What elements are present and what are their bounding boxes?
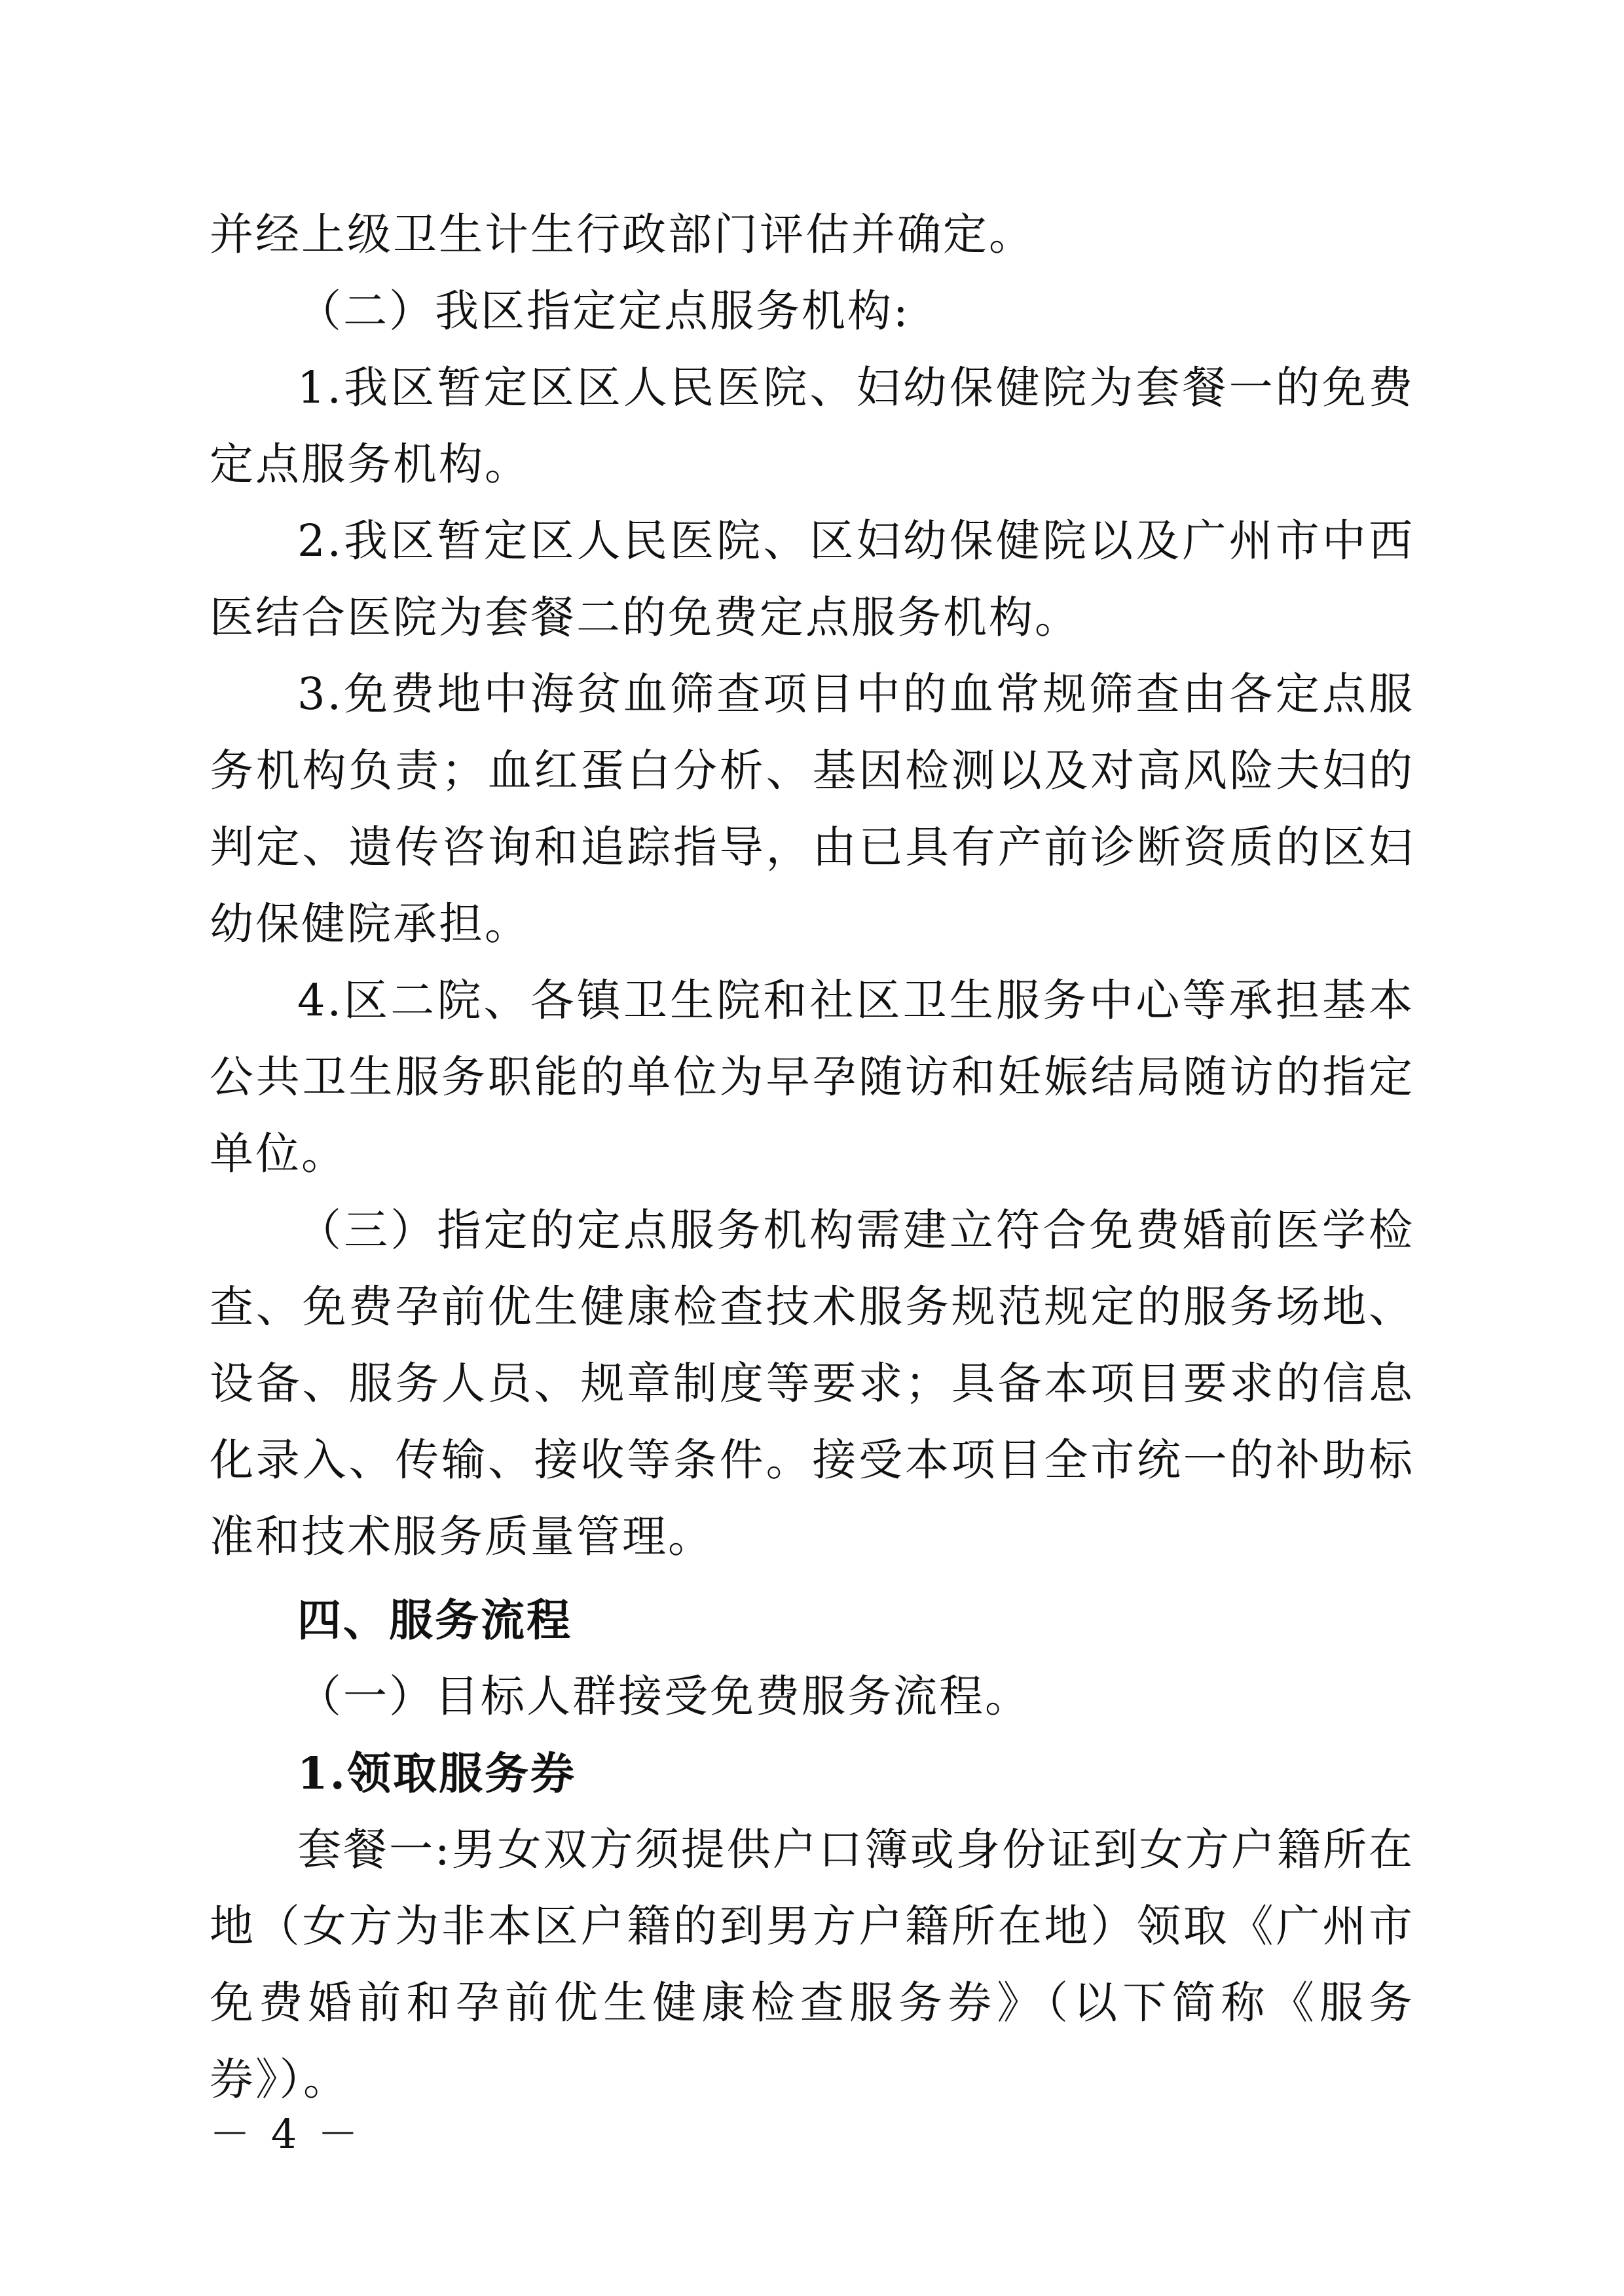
- list-item-1: 1.我区暂定区区人民医院、妇幼保健院为套餐一的免费定点服务机构。: [210, 362, 1414, 490]
- document-body: [210, 196, 1414, 2118]
- step-heading-voucher: 1.领取服务券: [297, 1747, 576, 1799]
- paragraph-package-one: 套餐一:男女双方须提供户口簿或身份证到女方户籍所在地（女方为非本区户籍的到男方户籍所在地）领取《广州市免费婚前和孕前优生健康检查服务券》（以下简称《服务券》）。: [210, 1824, 1414, 2105]
- section-heading-designated-institutions: （二）我区指定定点服务机构:: [297, 285, 910, 337]
- chapter-heading-service-process: 四、服务流程: [297, 1594, 572, 1646]
- list-item-2: 2.我区暂定区人民医院、区妇幼保健院以及广州市中西医结合医院为套餐二的免费定点服务机构。: [210, 515, 1414, 643]
- page-number: － 4 －: [210, 2110, 362, 2158]
- subsection-heading-free-service-process: （一）目标人群接受免费服务流程。: [297, 1671, 1031, 1722]
- paragraph-continuation: 并经上级卫生计生行政部门评估并确定。: [210, 209, 1035, 260]
- section-paragraph-requirements: （三）指定的定点服务机构需建立符合免费婚前医学检查、免费孕前优生健康检查技术服务规范规定的服务场地、设备、服务人员、规章制度等要求；具备本项目要求的信息化录入、传输、接收等条件。接受本项目全市统一的补助标准和技术服务质量管理。: [210, 1205, 1414, 1562]
- list-item-3: 3.免费地中海贫血筛查项目中的血常规筛查由各定点服务机构负责；血红蛋白分析、基因检测以及对高风险夫妇的判定、遗传咨询和追踪指导，由已具有产前诊断资质的区妇幼保健院承担。: [210, 668, 1414, 949]
- list-item-4: 4.区二院、各镇卫生院和社区卫生服务中心等承担基本公共卫生服务职能的单位为早孕随访和妊娠结局随访的指定单位。: [210, 975, 1414, 1179]
